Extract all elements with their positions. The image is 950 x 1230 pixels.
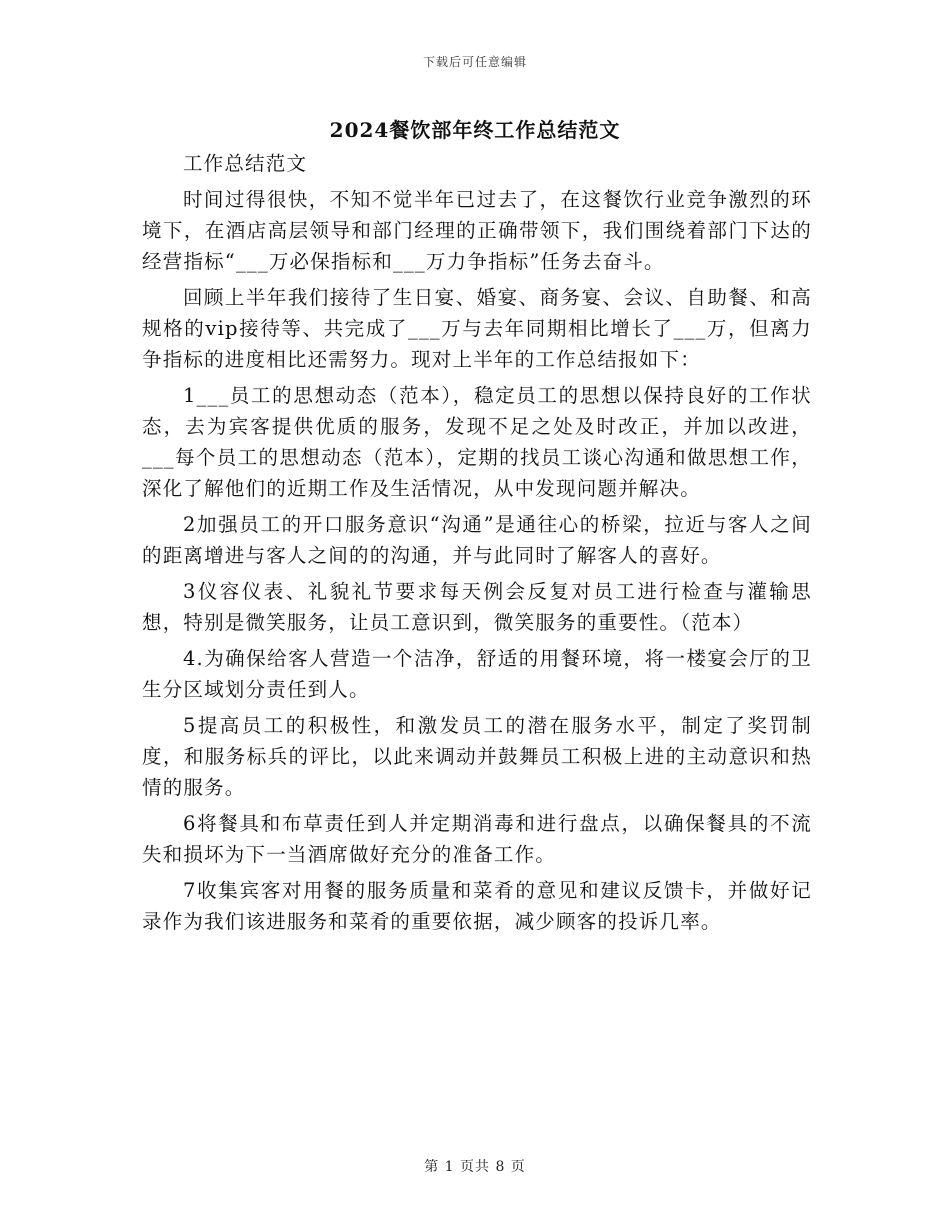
- paragraph-item-2: 2加强员工的开口服务意识“沟通”是通往心的桥梁，拉近与客人之间的距离增进与客人之间的的沟通，并与此同时了解客人的喜好。: [142, 513, 812, 567]
- document-body: [142, 148, 812, 942]
- document-title: 2024餐饮部年终工作总结范文: [329, 118, 621, 142]
- paragraph-item-1: 1___员工的思想动态（范本），稳定员工的思想以保持良好的工作状态，去为宾客提供优质的服务，发现不足之处及时改正，并加以改进，___每个员工的思想动态（范本），定期的找员工谈心沟通和做思想工作，深化了解他们的近期工作及生活情况，从中发现问题并解决。: [142, 384, 812, 500]
- paragraph-intro: 时间过得很快，不知不觉半年已过去了，在这餐饮行业竞争激烈的环境下，在酒店高层领导和部门经理的正确带领下，我们围绕着部门下达的经营指标“___万必保指标和___万力争指标”任务去奋斗。: [142, 188, 812, 273]
- paragraph-item-3: 3仪容仪表、礼貌礼节要求每天例会反复对员工进行检查与灌输思想，特别是微笑服务，让员工意识到，微笑服务的重要性。（范本）: [142, 580, 812, 634]
- page-header-note: 下载后可任意编辑: [422, 55, 527, 69]
- paragraph-item-4: 4.为确保给客人营造一个洁净，舒适的用餐环境，将一楼宴会厅的卫生分区域划分责任到人。: [142, 647, 812, 701]
- page-number: 第 1 页共 8 页: [424, 1159, 526, 1175]
- paragraph-item-6: 6将餐具和布草责任到人并定期消毒和进行盘点，以确保餐具的不流失和损坏为下一当酒席做好充分的准备工作。: [142, 812, 812, 866]
- paragraph-subtitle: 工作总结范文: [182, 152, 308, 175]
- paragraph-item-5: 5提高员工的积极性，和激发员工的潜在服务水平，制定了奖罚制度，和服务标兵的评比，以此来调动并鼓舞员工积极上进的主动意识和热情的服务。: [142, 714, 812, 799]
- paragraph-item-7: 7收集宾客对用餐的服务质量和菜肴的意见和建议反馈卡，并做好记录作为我们该进服务和菜肴的重要依据，减少顾客的投诉几率。: [142, 879, 812, 933]
- paragraph-review: 回顾上半年我们接待了生日宴、婚宴、商务宴、会议、自助餐、和高规格的vip接待等、共完成了___万与去年同期相比增长了___万，但离力争指标的进度相比还需努力。现对上半年的工作总结报如下：: [142, 286, 812, 371]
